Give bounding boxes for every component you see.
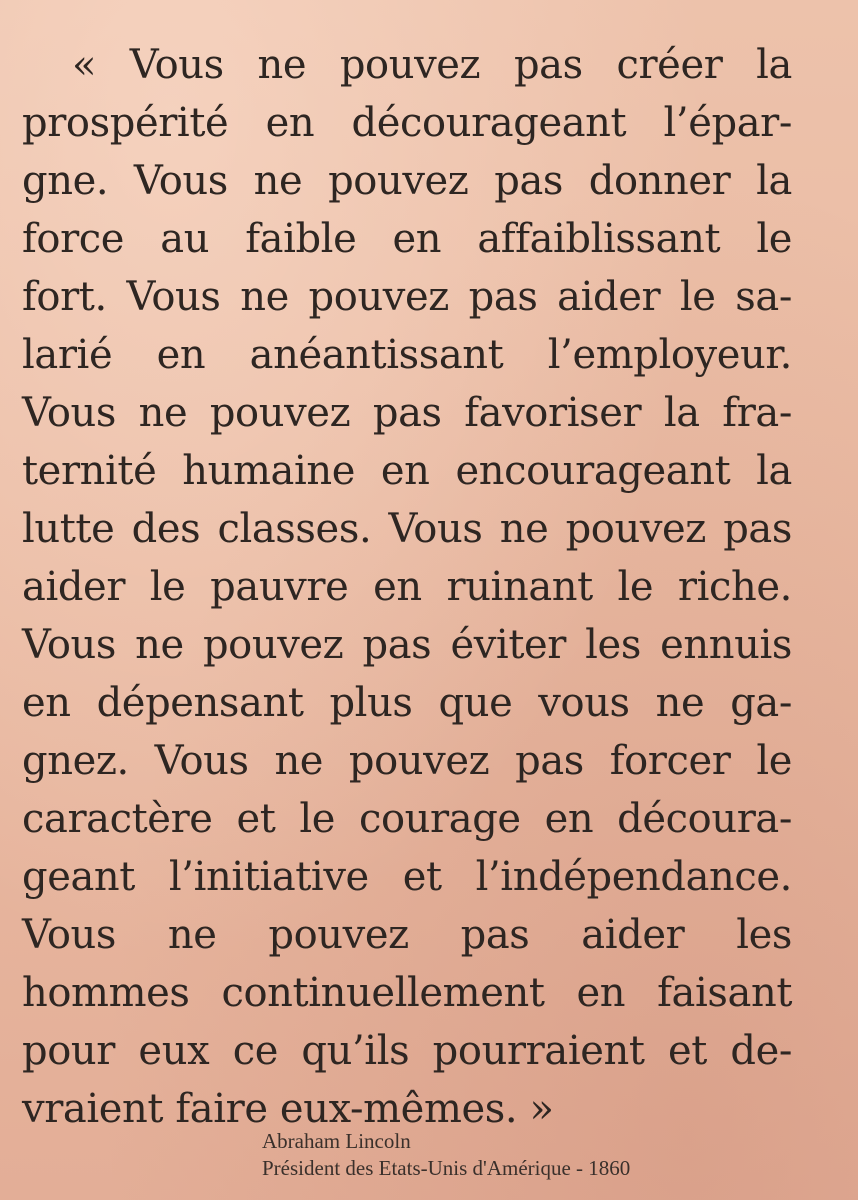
- quote-line: caractère et le courage en découra-: [22, 796, 792, 842]
- quote-line: force au faible en affaiblissant le: [22, 216, 792, 262]
- quote-line: aider le pauvre en ruinant le riche.: [22, 564, 792, 610]
- quote-line: ternité humaine en encourageant la: [22, 448, 792, 494]
- quote-line: lutte des classes. Vous ne pouvez pas: [22, 506, 792, 552]
- quote-line: Vous ne pouvez pas aider les: [22, 912, 792, 958]
- author-name: Abraham Lincoln: [262, 1129, 411, 1153]
- quote-line: Vous ne pouvez pas éviter les ennuis: [22, 622, 792, 668]
- quote-line: vraient faire eux-mêmes. »: [22, 1086, 554, 1132]
- quote-line: fort. Vous ne pouvez pas aider le sa-: [22, 274, 792, 320]
- quote-line: geant l’initiative et l’indépendance.: [22, 854, 792, 900]
- quote-line: pour eux ce qu’ils pourraient et de-: [22, 1028, 792, 1074]
- quote-line: gnez. Vous ne pouvez pas forcer le: [22, 738, 792, 784]
- quote-line: en dépensant plus que vous ne ga-: [22, 680, 792, 726]
- quote-line: hommes continuellement en faisant: [22, 970, 792, 1016]
- author-title: Président des Etats-Unis d'Amérique - 1860: [262, 1156, 631, 1180]
- quote-line: « Vous ne pouvez pas créer la: [72, 42, 792, 88]
- attribution: [262, 1128, 630, 1182]
- quote-line: Vous ne pouvez pas favoriser la fra-: [22, 390, 792, 436]
- quote-line: prospérité en décourageant l’épar-: [22, 100, 792, 146]
- quote-line: larié en anéantissant l’employeur.: [22, 332, 792, 378]
- quote-line: gne. Vous ne pouvez pas donner la: [22, 158, 792, 204]
- quote-block: [22, 36, 792, 1138]
